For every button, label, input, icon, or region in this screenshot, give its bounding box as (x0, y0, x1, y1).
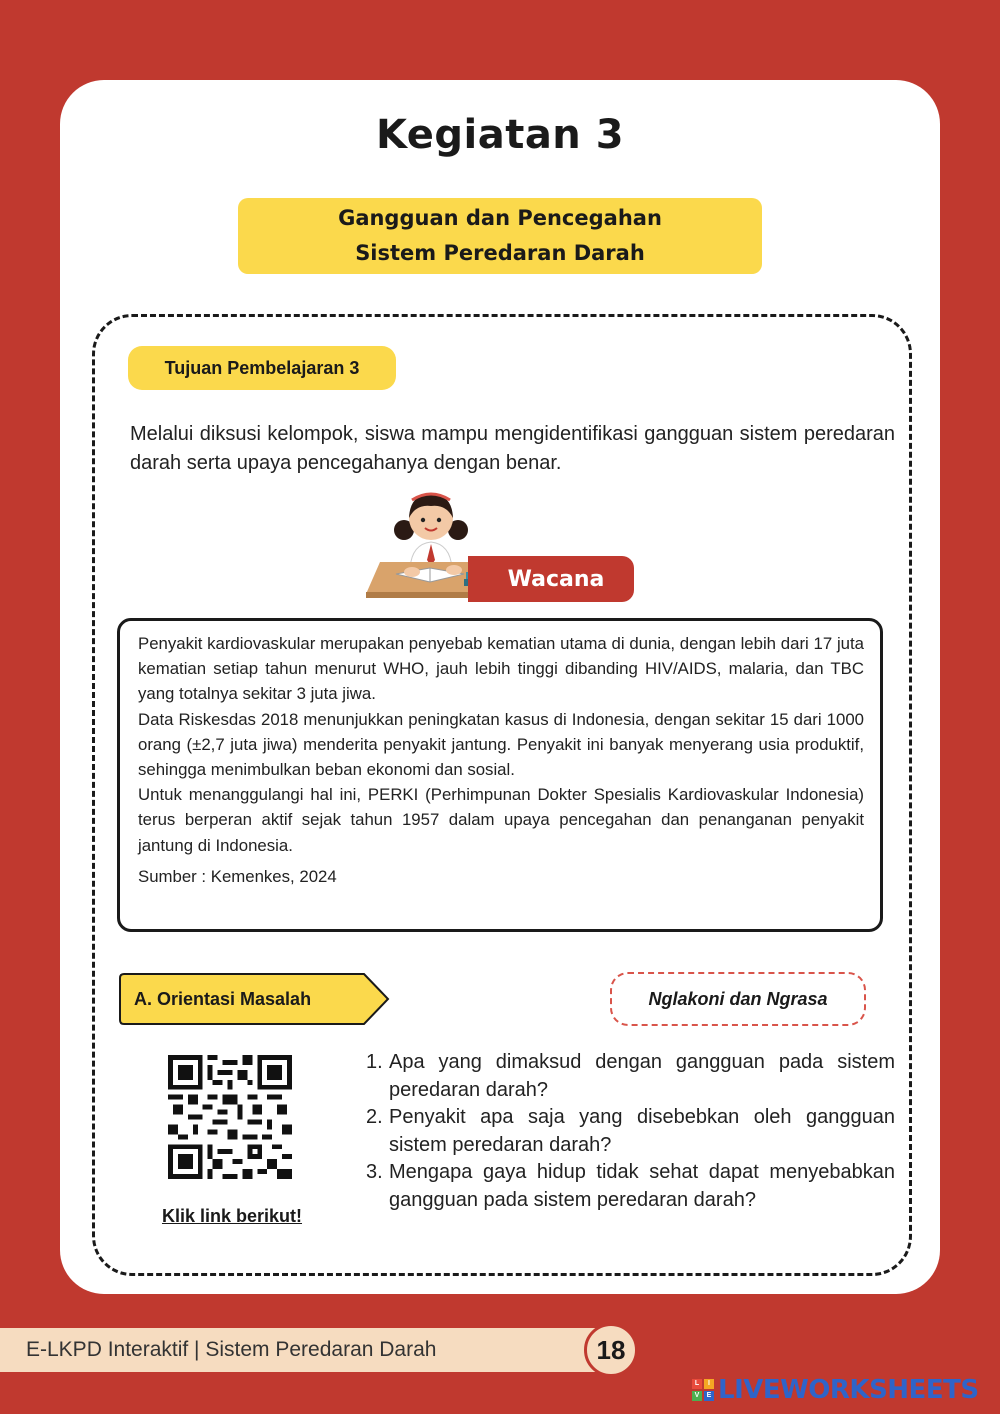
passage-paragraph-1: Penyakit kardiovaskular merupakan penyebab kematian utama di dunia, dengan lebih dari 17 juta kematian setiap tahun menurut WHO, jauh lebih tinggi dibanding HIV/AIDS, malaria, dan TBC yang totalnya sekitar 3 juta jiwa. (138, 634, 864, 704)
passage-paragraph-3: Untuk menanggulangi hal ini, PERKI (Perhimpunan Dokter Spesialis Kardiovaskular Indonesia) terus berperan aktif sejak tahun 1957 dalam upaya pencegahan dan penanganan penyakit jantung di Indonesia. (138, 785, 864, 855)
question-text: Penyakit apa saja yang disebebkan oleh gangguan sistem peredaran darah? (389, 1106, 895, 1156)
question-item (360, 1158, 895, 1214)
question-number: 1. (366, 1051, 383, 1073)
page-number: 18 (584, 1323, 638, 1377)
question-text: Mengapa gaya hidup tidak sehat dapat menyebabkan gangguan pada sistem peredaran darah? (389, 1161, 895, 1211)
page-title: Kegiatan 3 (375, 112, 625, 158)
question-item (360, 1103, 895, 1159)
subtitle-line-1: Gangguan dan Pencegahan (338, 206, 662, 230)
objective-label: Tujuan Pembelajaran 3 (128, 346, 396, 390)
reading-passage (117, 618, 883, 932)
passage-source: Sumber : Kemenkes, 2024 (138, 866, 337, 886)
question-number: 3. (366, 1161, 383, 1183)
question-item (360, 1048, 895, 1104)
liveworksheets-logo (692, 1374, 979, 1406)
qr-code-icon[interactable] (168, 1055, 292, 1179)
question-number: 2. (366, 1106, 383, 1128)
footer-title: E-LKPD Interaktif | Sistem Peredaran Darah (26, 1338, 437, 1361)
logo-letter: L (692, 1379, 702, 1389)
logo-letter: V (692, 1391, 702, 1401)
wacana-heading: Wacana (468, 556, 634, 602)
section-a-heading (118, 972, 390, 1026)
section-a-label: A. Orientasi Masalah (134, 988, 312, 1009)
liveworksheets-brand: LIVEWORKSHEETS (718, 1375, 979, 1405)
subtitle-line-2: Sistem Peredaran Darah (355, 241, 645, 265)
liveworksheets-logo-icon (692, 1379, 714, 1401)
question-text: Apa yang dimaksud dengan gangguan pada sistem peredaran darah? (389, 1051, 895, 1101)
question-list (360, 1048, 895, 1213)
logo-letter: E (704, 1391, 714, 1401)
objective-text: Melalui diksusi kelompok, siswa mampu mengidentifikasi gangguan sistem peredaran darah serta upaya pencegahanya dengan benar. (130, 423, 895, 474)
subtitle-banner (238, 198, 762, 274)
qr-link[interactable]: Klik link berikut! (161, 1206, 303, 1226)
passage-paragraph-2: Data Riskesdas 2018 menunjukkan peningkatan kasus di Indonesia, dengan sekitar 15 dari 1000 orang (±2,7 juta jiwa) menderita penyakit jantung. Penyakit ini banyak menyerang usia produktif, sehingga menimbulkan beban ekonomi dan sosial. (138, 709, 864, 780)
nglakoni-badge: Nglakoni dan Ngrasa (610, 972, 866, 1026)
logo-letter: I (704, 1379, 714, 1389)
